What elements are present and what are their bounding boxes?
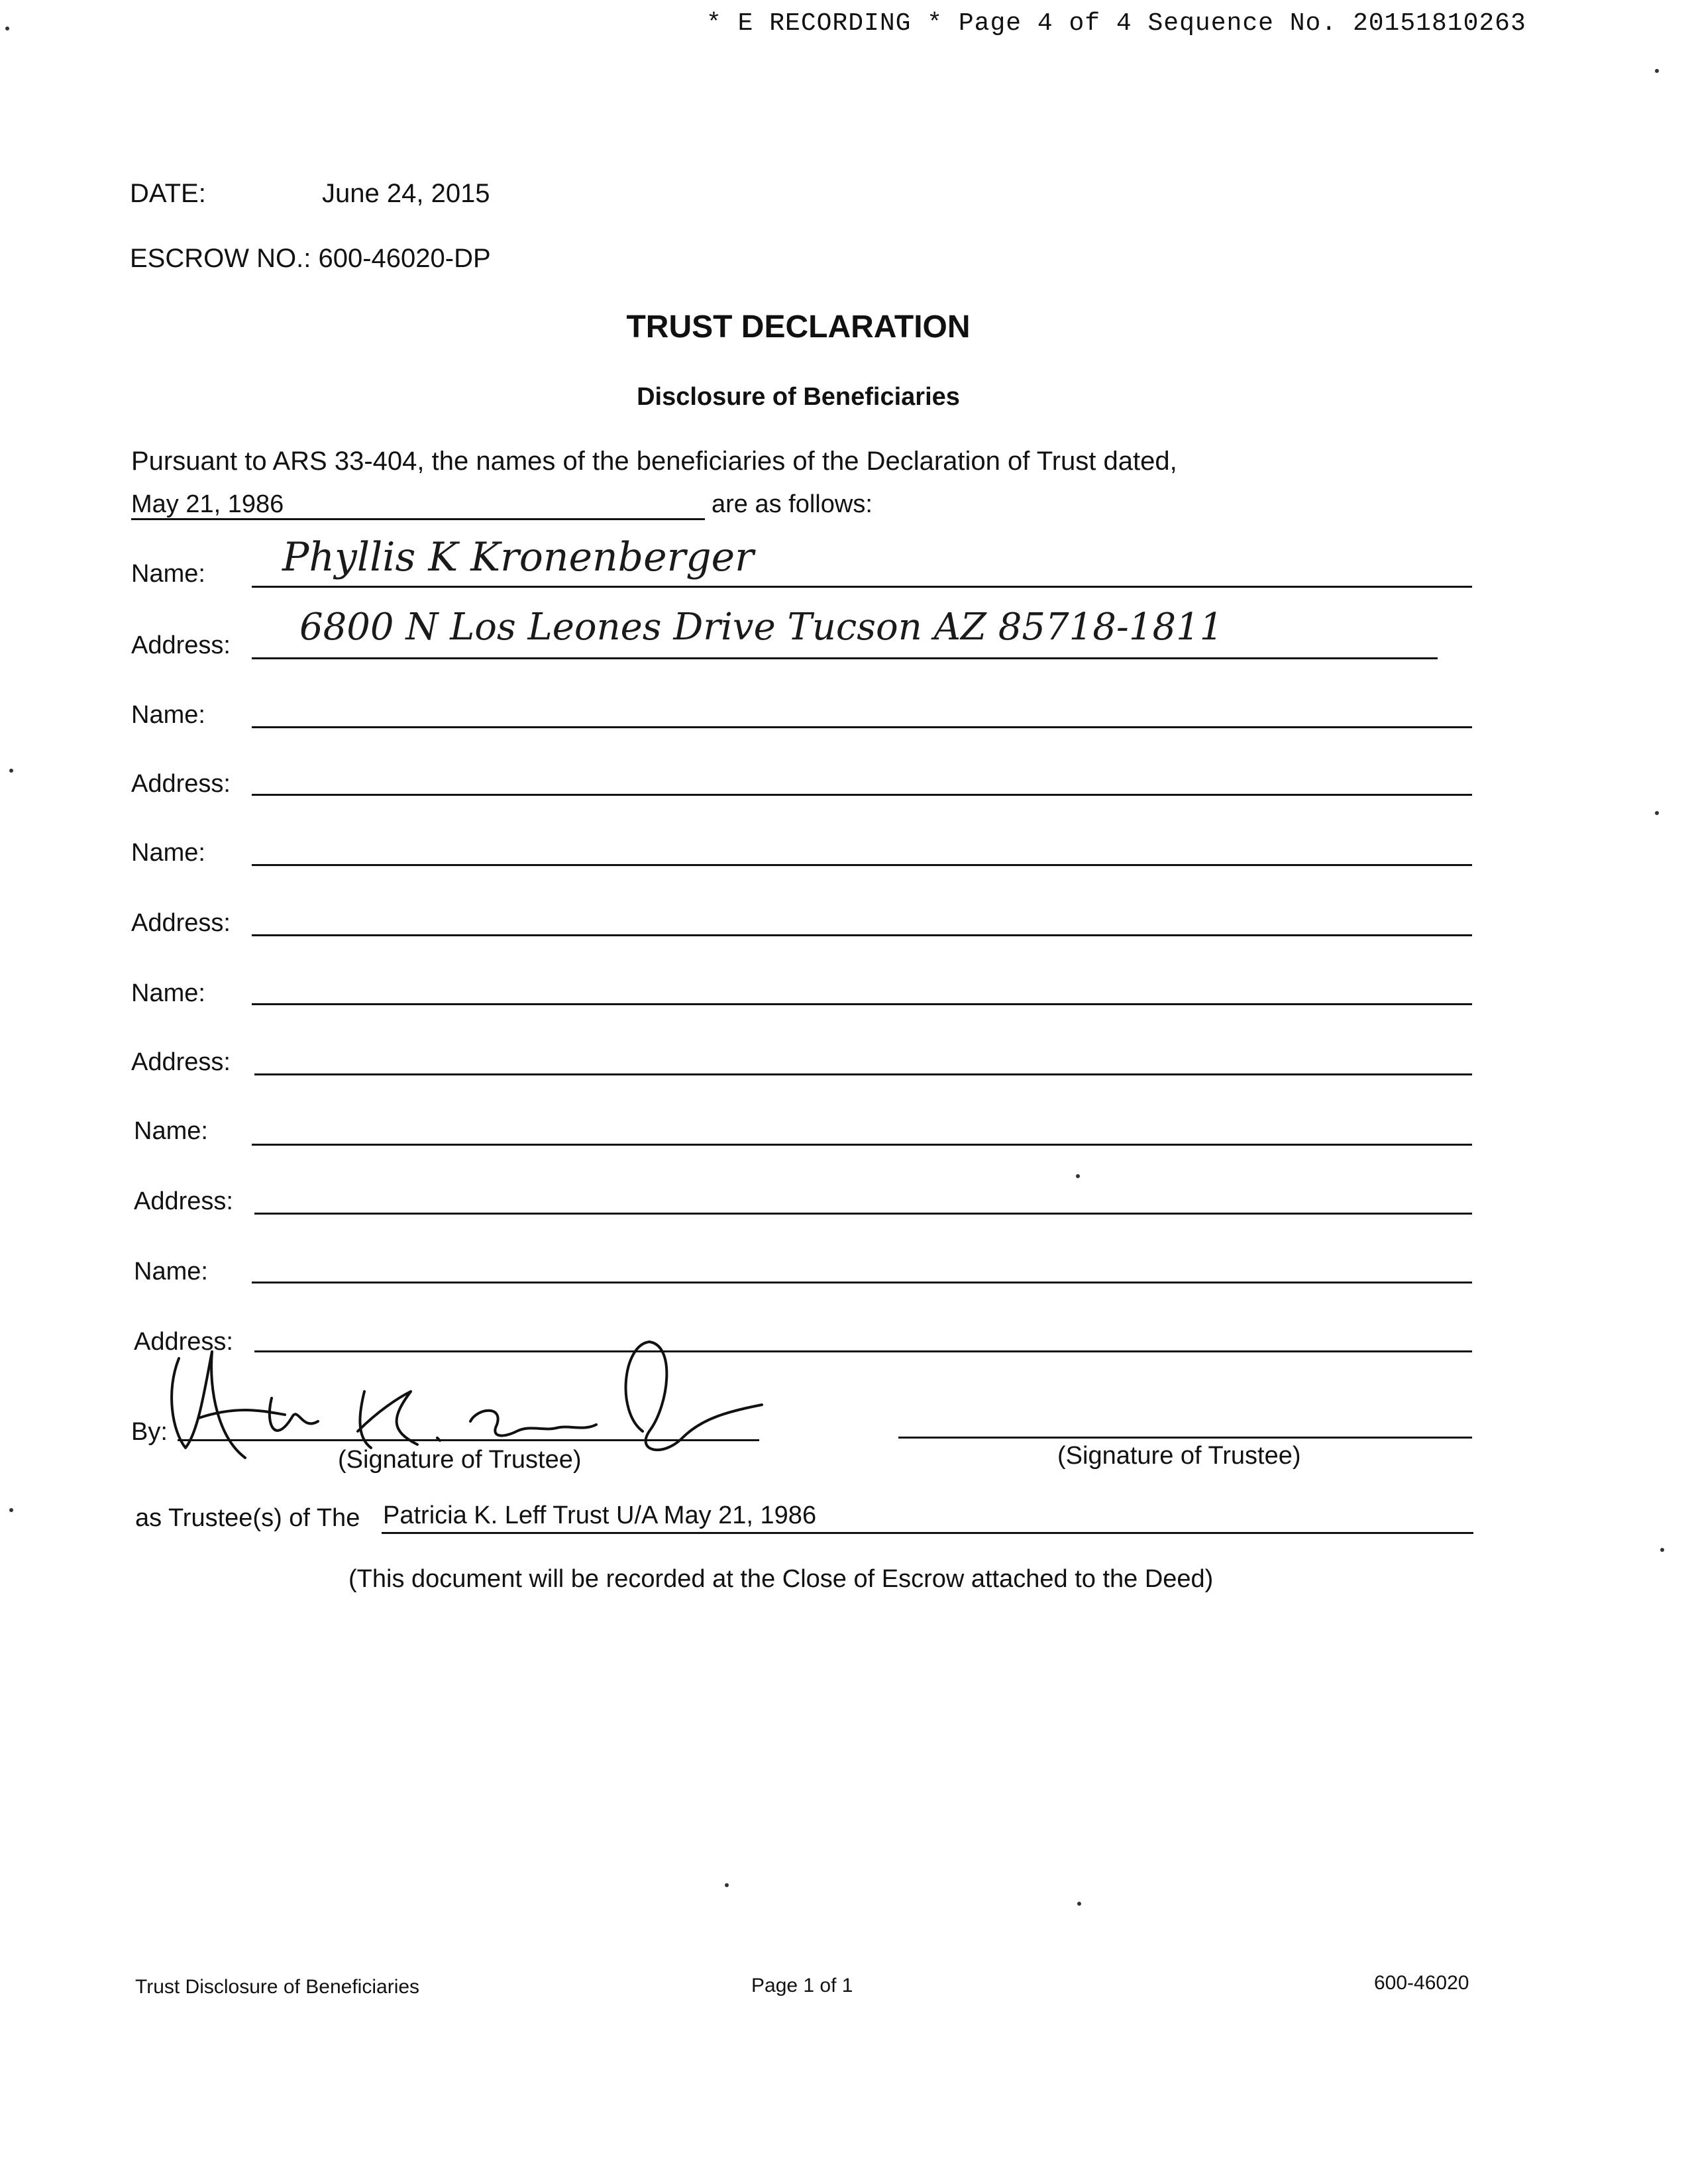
address-label: Address:: [131, 909, 231, 937]
name-field-line[interactable]: [252, 1144, 1472, 1146]
scan-speck: [5, 27, 9, 30]
address-label: Address:: [131, 631, 231, 659]
document-subtitle: Disclosure of Beneficiaries: [637, 383, 960, 411]
name-field-line[interactable]: [252, 1003, 1472, 1005]
scan-speck: [9, 1508, 13, 1512]
follows-text: are as follows:: [712, 490, 873, 518]
name-field-line[interactable]: [252, 1282, 1472, 1283]
trust-name-underline: [382, 1532, 1473, 1534]
document-title: TRUST DECLARATION: [626, 309, 971, 345]
recording-header: * E RECORDING * Page 4 of 4 Sequence No. 20151810263: [706, 9, 1526, 38]
footer-escrow-number: 600-46020: [1374, 1972, 1469, 1994]
address-label: Address:: [131, 1048, 231, 1076]
by-label: By:: [131, 1418, 168, 1446]
escrow-number: ESCROW NO.: 600-46020-DP: [130, 244, 491, 273]
footer-page-number: Page 1 of 1: [751, 1975, 853, 1996]
address-field-line[interactable]: [252, 657, 1438, 659]
address-field-line[interactable]: [252, 794, 1472, 796]
name-field-line[interactable]: [252, 586, 1472, 588]
address-field-line[interactable]: [252, 934, 1472, 936]
date-value: June 24, 2015: [322, 179, 490, 208]
name-label: Name:: [134, 1258, 208, 1285]
intro-paragraph: Pursuant to ARS 33-404, the names of the beneficiaries of the Declaration of Trust dated,: [131, 447, 1177, 476]
name-field-line[interactable]: [252, 726, 1472, 728]
address-label: Address:: [134, 1187, 233, 1215]
scan-speck: [1077, 1902, 1081, 1906]
address-label: Address:: [134, 1328, 233, 1356]
name-label: Name:: [131, 979, 205, 1007]
scan-speck: [725, 1883, 729, 1887]
name-label: Name:: [131, 560, 205, 588]
name-label: Name:: [131, 839, 205, 867]
recording-note: (This document will be recorded at the Close of Escrow attached to the Deed): [348, 1565, 1214, 1593]
beneficiary-address-handwritten: 6800 N Los Leones Drive Tucson AZ 85718-1811: [299, 606, 1224, 649]
name-label: Name:: [134, 1117, 208, 1145]
trust-name: Patricia K. Leff Trust U/A May 21, 1986: [383, 1502, 817, 1529]
trust-date: May 21, 1986: [131, 490, 284, 518]
trustees-prefix: as Trustee(s) of The: [135, 1504, 360, 1532]
address-field-line[interactable]: [254, 1073, 1472, 1075]
trustee-signature-line-2[interactable]: [898, 1437, 1472, 1439]
date-label: DATE:: [130, 179, 206, 208]
address-field-line[interactable]: [254, 1213, 1472, 1215]
beneficiary-name-handwritten: Phyllis K Kronenberger: [282, 534, 754, 580]
signature-caption-2: (Signature of Trustee): [1057, 1442, 1301, 1470]
scan-speck: [1655, 811, 1659, 815]
signature-caption-1: (Signature of Trustee): [338, 1446, 582, 1474]
scan-speck: [9, 769, 13, 773]
address-label: Address:: [131, 770, 231, 798]
scan-speck: [1660, 1548, 1664, 1552]
trust-date-underline: [131, 518, 705, 520]
footer-document-name: Trust Disclosure of Beneficiaries: [135, 1976, 420, 1998]
scan-speck: [1655, 69, 1659, 73]
scan-speck: [1076, 1174, 1080, 1178]
name-field-line[interactable]: [252, 864, 1472, 866]
name-label: Name:: [131, 701, 205, 729]
trustee-signature-line-1[interactable]: [178, 1439, 759, 1441]
